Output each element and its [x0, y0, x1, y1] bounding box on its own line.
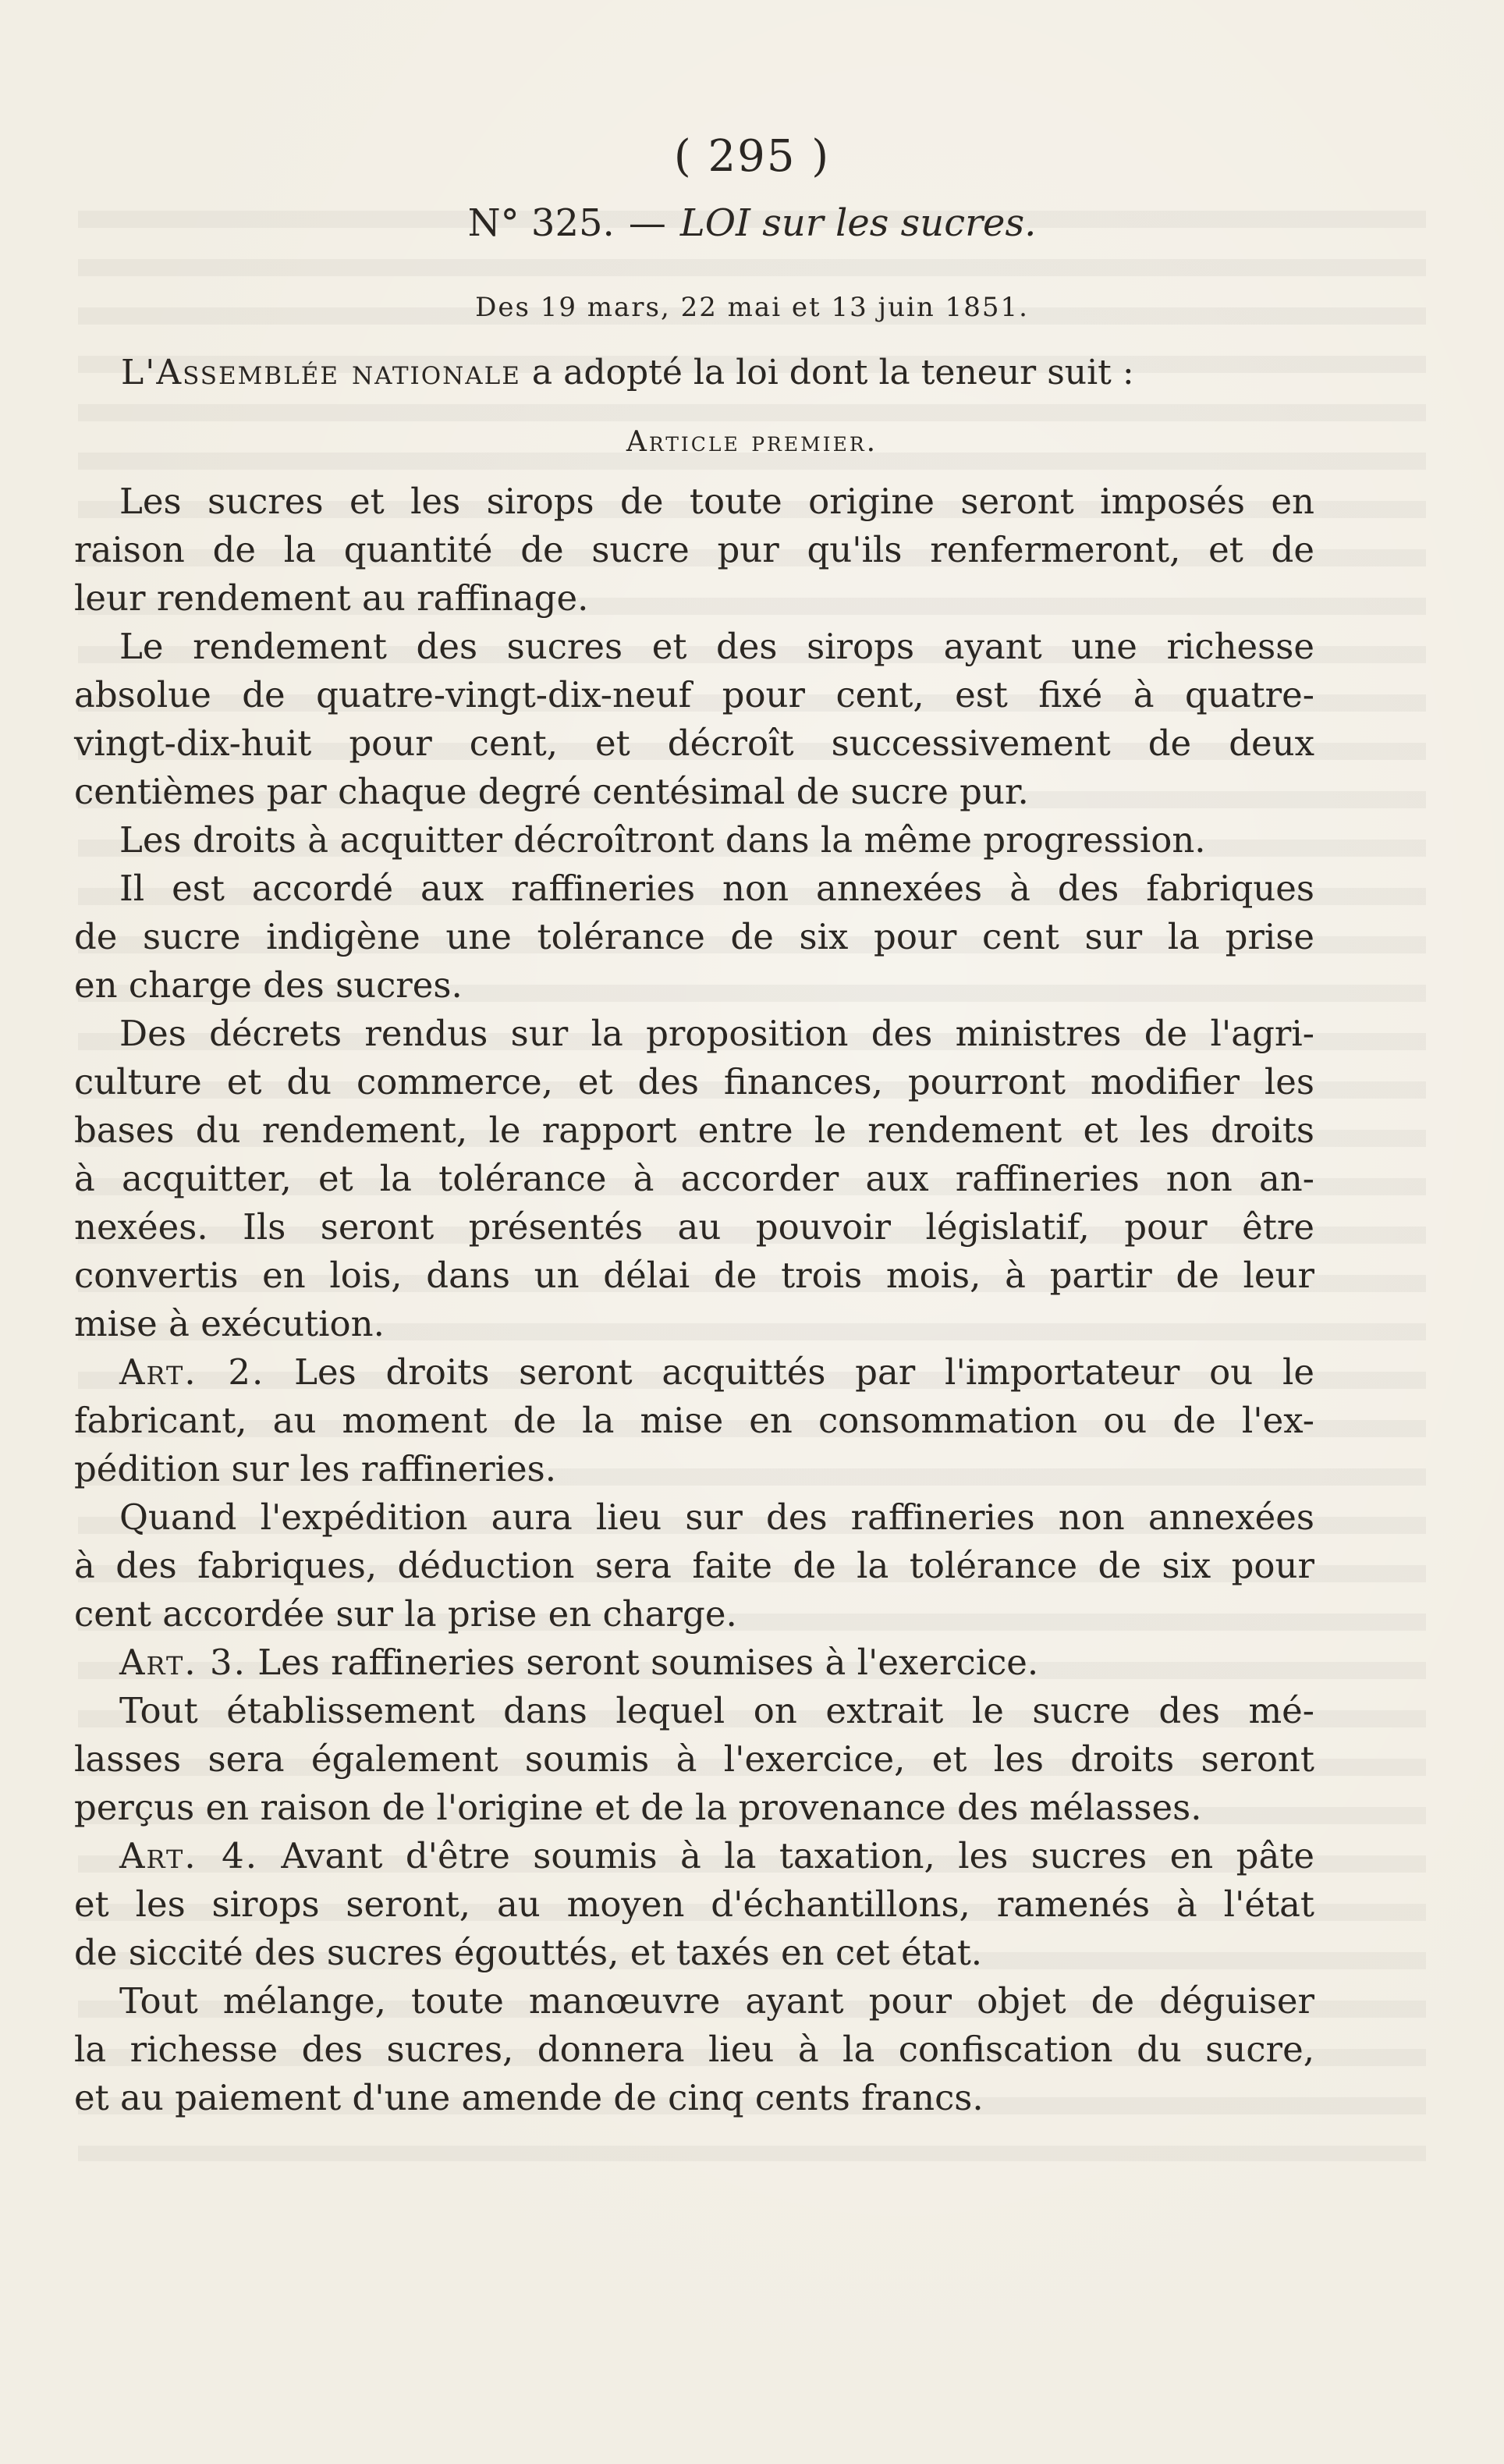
paragraph: [74, 1493, 1314, 1639]
paragraph: [74, 816, 1314, 865]
article-label: Art. 4.: [119, 1835, 259, 1876]
article-label: Art. 2.: [119, 1351, 265, 1393]
line-text: cent accordée sur la prise en charge.: [74, 1593, 737, 1635]
text-line: [74, 1300, 1314, 1348]
line-text: lasses sera également soumis à l'exercice, et les droits seront: [74, 1738, 1314, 1780]
text-line: [74, 1542, 1314, 1590]
article-paragraph: [74, 1348, 1314, 1493]
page-number: ( 295 ): [673, 131, 831, 182]
line-text: nexées. Ils seront présentés au pouvoir législatif, pour être: [74, 1206, 1314, 1248]
text-line: [74, 816, 1314, 865]
text-line: [74, 1735, 1314, 1784]
article-paragraph: [74, 1832, 1314, 1977]
line-text: pédition sur les raffineries.: [74, 1448, 557, 1489]
text-line: [74, 526, 1314, 574]
text-line: [74, 478, 1314, 526]
paragraph: [74, 865, 1314, 1010]
line-text: centièmes par chaque degré centésimal de sucre pur.: [74, 771, 1029, 812]
text-line: [74, 1880, 1314, 1929]
text-line: [74, 1832, 1314, 1880]
line-text: vingt-dix-huit pour cent, et décroît successivement de deux: [74, 723, 1314, 764]
enactment-clause: [121, 353, 1346, 392]
paragraph: [74, 1010, 1314, 1348]
text-line: [74, 1445, 1314, 1493]
text-line: [74, 719, 1314, 768]
line-text: Les sucres et les sirops de toute origine seront imposés en: [119, 481, 1314, 522]
line-text: mise à exécution.: [74, 1303, 385, 1344]
line-text: Tout mélange, toute manœuvre ayant pour objet de déguiser: [119, 1980, 1314, 2022]
text-line: [74, 1784, 1314, 1832]
line-text: Avant d'être soumis à la taxation, les sucres en pâte: [281, 1835, 1314, 1876]
line-text: raison de la quantité de sucre pur qu'ils renfermeront, et de: [74, 529, 1314, 570]
law-body: [74, 478, 1314, 2122]
title-dash: —: [628, 201, 666, 245]
line-text: Tout établissement dans lequel on extrait le sucre des mé-: [119, 1690, 1314, 1731]
paragraph: [74, 623, 1314, 816]
line-text: Des décrets rendus sur la proposition des ministres de l'agri-: [119, 1013, 1314, 1054]
line-text: perçus en raison de l'origine et de la provenance des mélasses.: [74, 1787, 1202, 1828]
text-line: [74, 1687, 1314, 1735]
paragraph: [74, 1977, 1314, 2122]
text-line: [74, 671, 1314, 719]
text-line: [74, 1590, 1314, 1639]
text-line: [74, 623, 1314, 671]
text-line: [74, 1929, 1314, 1977]
law-dates: Des 19 mars, 22 mai et 13 juin 1851.: [475, 292, 1029, 323]
article-paragraph: [74, 1639, 1314, 1687]
line-text: leur rendement au raffinage.: [74, 577, 589, 619]
line-text: Les raffineries seront soumises à l'exercice.: [257, 1642, 1039, 1683]
line-text: à des fabriques, déduction sera faite de la tolérance de six pour: [74, 1545, 1314, 1586]
line-text: Les droits seront acquittés par l'importateur ou le: [294, 1351, 1314, 1393]
text-line: [74, 2074, 1314, 2122]
text-line: [74, 1977, 1314, 2026]
text-line: [74, 768, 1314, 816]
text-line: [74, 1058, 1314, 1106]
line-text: de sucre indigène une tolérance de six pour cent sur la prise: [74, 916, 1314, 957]
article-label: Art. 3.: [119, 1642, 247, 1683]
line-text: culture et du commerce, et des finances, pourront modifier les: [74, 1061, 1314, 1102]
text-line: [74, 1639, 1314, 1687]
text-line: [74, 1155, 1314, 1203]
article-heading: Article premier.: [626, 426, 878, 458]
enactment-text: a adopté la loi dont la teneur suit :: [531, 353, 1134, 392]
text-line: [74, 1010, 1314, 1058]
line-text: Il est accordé aux raffineries non annexées à des fabriques: [119, 868, 1314, 909]
text-line: [74, 1397, 1314, 1445]
paragraph: [74, 478, 1314, 623]
line-text: à acquitter, et la tolérance à accorder aux raffineries non an-: [74, 1158, 1314, 1199]
line-text: de siccité des sucres égouttés, et taxés en cet état.: [74, 1932, 983, 1973]
text-line: [74, 1106, 1314, 1155]
law-title: [0, 201, 1504, 245]
line-text: en charge des sucres.: [74, 964, 463, 1006]
text-line: [74, 1252, 1314, 1300]
line-text: Le rendement des sucres et des sirops ayant une richesse: [119, 626, 1314, 667]
line-text: et les sirops seront, au moyen d'échantillons, ramenés à l'état: [74, 1884, 1314, 1925]
text-line: [74, 574, 1314, 623]
text-line: [74, 1203, 1314, 1252]
line-text: fabricant, au moment de la mise en consommation ou de l'ex-: [74, 1400, 1314, 1441]
law-name: LOI sur les sucres.: [679, 201, 1037, 245]
text-line: [74, 2026, 1314, 2074]
line-text: convertis en lois, dans un délai de trois mois, à partir de leur: [74, 1255, 1314, 1296]
line-text: Quand l'expédition aura lieu sur des raffineries non annexées: [119, 1497, 1314, 1538]
line-text: et au paiement d'une amende de cinq cents francs.: [74, 2077, 984, 2118]
assembly-name: L'Assemblée nationale: [121, 353, 521, 392]
line-text: la richesse des sucres, donnera lieu à la confiscation du sucre,: [74, 2029, 1314, 2070]
line-text: Les droits à acquitter décroîtront dans la même progression.: [119, 819, 1206, 861]
text-line: [74, 1348, 1314, 1397]
text-line: [74, 1493, 1314, 1542]
text-line: [74, 865, 1314, 913]
line-text: absolue de quatre-vingt-dix-neuf pour cent, est fixé à quatre-: [74, 674, 1314, 715]
text-line: [74, 961, 1314, 1010]
line-text: bases du rendement, le rapport entre le rendement et les droits: [74, 1110, 1314, 1151]
text-line: [74, 913, 1314, 961]
paragraph: [74, 1687, 1314, 1832]
law-number: N° 325.: [467, 201, 615, 245]
